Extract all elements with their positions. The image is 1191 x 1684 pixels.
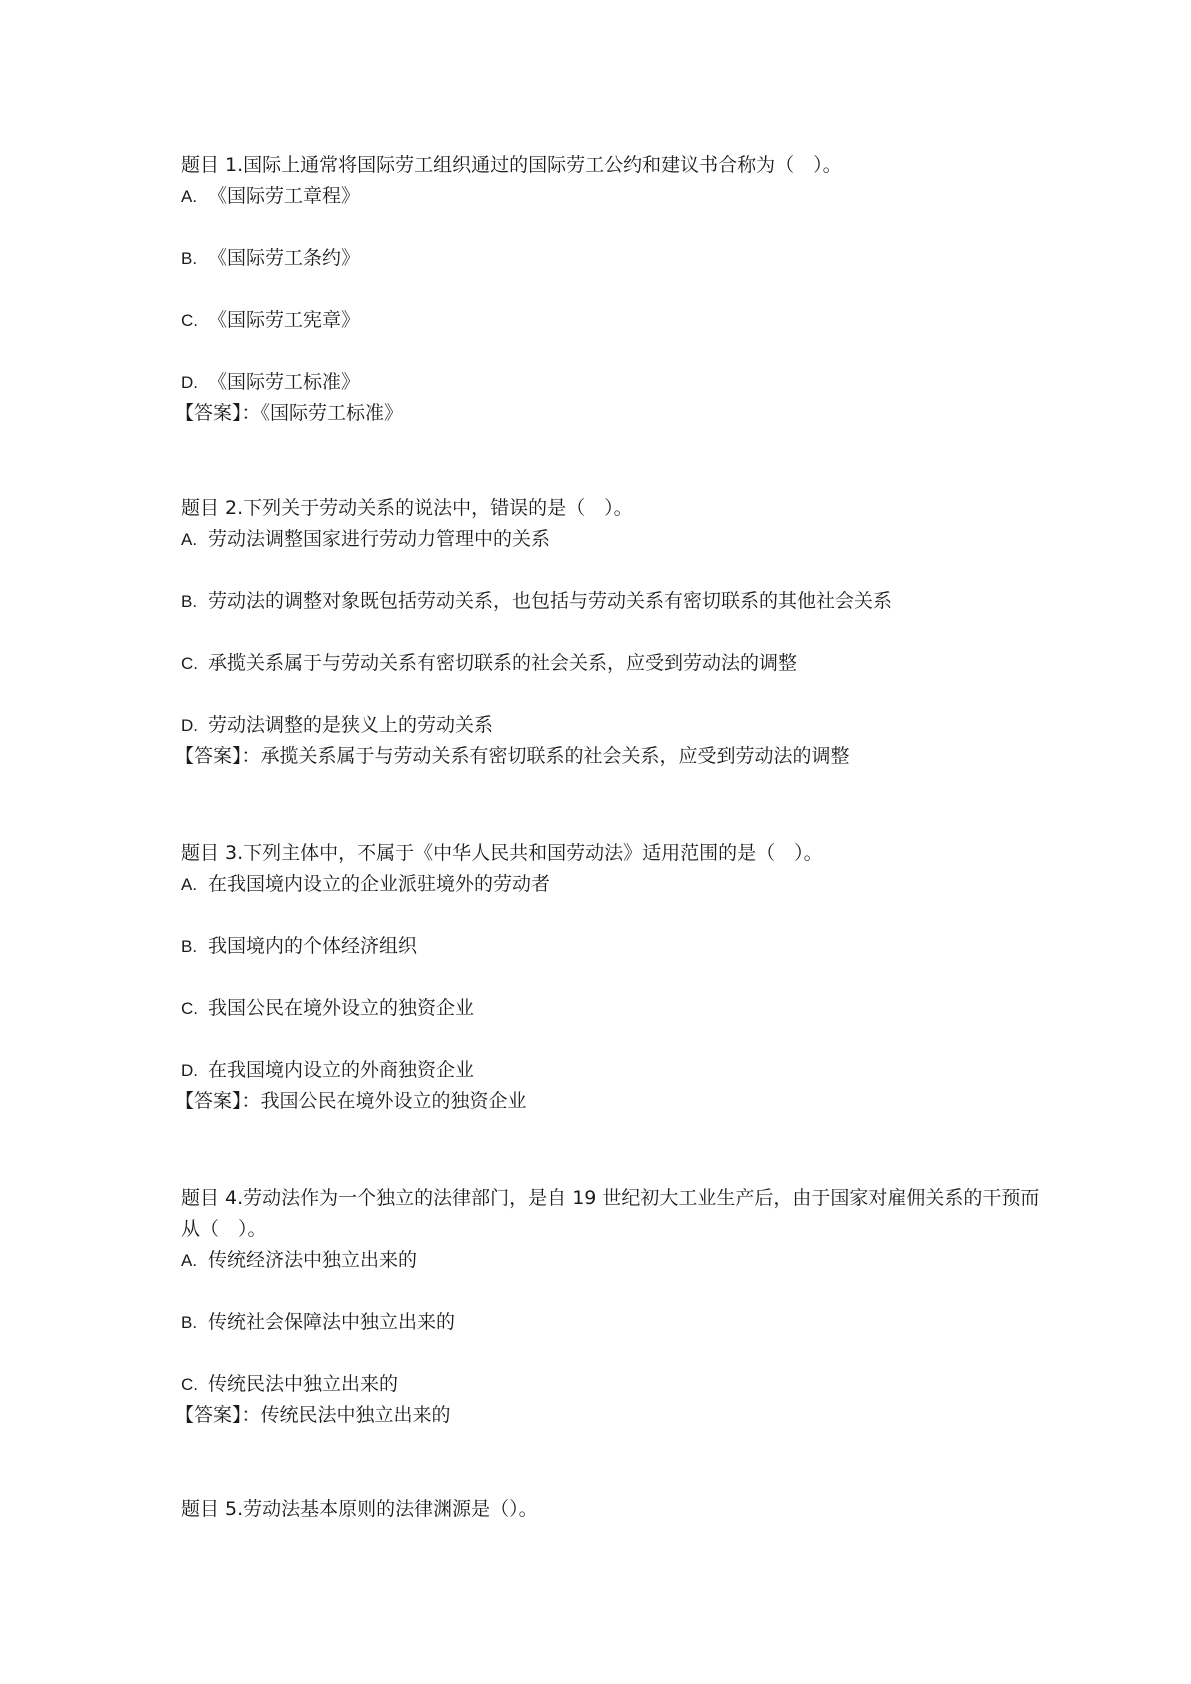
option-letter: D. xyxy=(181,373,198,392)
question-stem: 题目 2.下列关于劳动关系的说法中，错误的是（ ）。 xyxy=(181,497,633,519)
option-d xyxy=(181,367,842,398)
option-letter: B. xyxy=(181,1313,198,1332)
question-2 xyxy=(175,493,893,772)
option-a xyxy=(181,1245,1041,1276)
option-text: 劳动法调整的是狭义上的劳动关系 xyxy=(208,714,494,736)
option-b xyxy=(181,1307,1041,1338)
answer-label: 【答案】： xyxy=(175,745,261,767)
option-text: 《国际劳工条约》 xyxy=(208,247,361,269)
question-stem: 题目 5.劳动法基本原则的法律渊源是（）。 xyxy=(181,1498,538,1520)
option-d xyxy=(181,710,892,741)
option-letter: B. xyxy=(181,592,198,611)
option-text: 传统经济法中独立出来的 xyxy=(208,1249,418,1271)
option-text: 劳动法的调整对象既包括劳动关系，也包括与劳动关系有密切联系的其他社会关系 xyxy=(208,590,893,612)
option-a xyxy=(181,869,823,900)
option-text: 在我国境内设立的外商独资企业 xyxy=(208,1059,475,1081)
option-b xyxy=(181,243,842,274)
option-c xyxy=(181,305,842,336)
option-letter: A. xyxy=(181,875,198,894)
option-text: 传统社会保障法中独立出来的 xyxy=(208,1311,456,1333)
option-text: 《国际劳工宪章》 xyxy=(208,309,361,331)
option-letter: B. xyxy=(181,249,198,268)
question-stem: 题目 3.下列主体中，不属于《中华人民共和国劳动法》适用范围的是（ ）。 xyxy=(181,842,823,864)
answer-line xyxy=(175,1086,823,1117)
option-b xyxy=(181,586,892,617)
answer-line xyxy=(175,741,892,772)
option-c xyxy=(181,1369,1041,1400)
option-text: 劳动法调整国家进行劳动力管理中的关系 xyxy=(208,528,551,550)
question-stem: 题目 4.劳动法作为一个独立的法律部门，是自 19 世纪初大工业生产后，由于国家对雇佣关系的干预而从（ ）。 xyxy=(181,1187,1040,1240)
answer-text: 承揽关系属于与劳动关系有密切联系的社会关系，应受到劳动法的调整 xyxy=(260,745,850,767)
question-4 xyxy=(175,1183,1041,1431)
option-letter: A. xyxy=(181,1251,198,1270)
option-c xyxy=(181,993,823,1024)
question-stem: 题目 1.国际上通常将国际劳工组织通过的国际劳工公约和建议书合称为（ ）。 xyxy=(181,154,842,176)
option-d xyxy=(181,1055,823,1086)
option-letter: C. xyxy=(181,654,198,673)
option-letter: A. xyxy=(181,530,198,549)
option-letter: D. xyxy=(181,716,198,735)
option-a xyxy=(181,524,892,555)
answer-text: 《国际劳工标准》 xyxy=(260,402,404,424)
option-text: 《国际劳工标准》 xyxy=(208,371,361,393)
option-letter: C. xyxy=(181,311,198,330)
answer-text: 我国公民在境外设立的独资企业 xyxy=(260,1090,527,1112)
option-text: 《国际劳工章程》 xyxy=(208,185,361,207)
option-text: 在我国境内设立的企业派驻境外的劳动者 xyxy=(208,873,551,895)
option-b xyxy=(181,931,823,962)
question-3 xyxy=(175,838,823,1117)
option-letter: D. xyxy=(181,1061,198,1080)
option-letter: B. xyxy=(181,937,198,956)
option-letter: C. xyxy=(181,1375,198,1394)
option-text: 传统民法中独立出来的 xyxy=(208,1373,399,1395)
option-text: 我国境内的个体经济组织 xyxy=(208,935,418,957)
option-c xyxy=(181,648,892,679)
answer-label: 【答案】： xyxy=(175,1090,261,1112)
answer-line xyxy=(175,1400,1041,1431)
question-5 xyxy=(181,1494,538,1525)
option-letter: C. xyxy=(181,999,198,1018)
option-text: 我国公民在境外设立的独资企业 xyxy=(208,997,475,1019)
option-text: 承揽关系属于与劳动关系有密切联系的社会关系，应受到劳动法的调整 xyxy=(208,652,798,674)
option-letter: A. xyxy=(181,187,198,206)
answer-label: 【答案】： xyxy=(175,402,261,424)
question-1 xyxy=(175,150,842,429)
option-a xyxy=(181,181,842,212)
answer-label: 【答案】： xyxy=(175,1404,261,1426)
answer-text: 传统民法中独立出来的 xyxy=(260,1404,451,1426)
answer-line xyxy=(175,398,842,429)
